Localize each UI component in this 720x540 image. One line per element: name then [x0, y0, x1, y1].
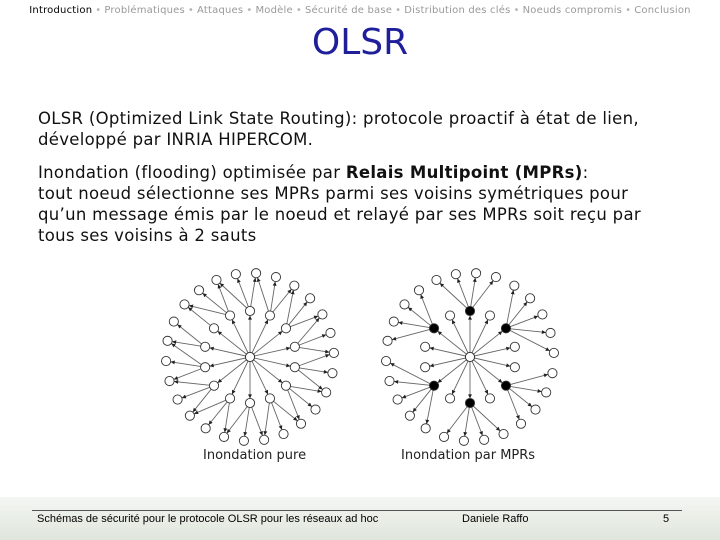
arrow-head — [172, 340, 176, 344]
neighbor-node — [510, 363, 519, 372]
two-hop-node — [480, 435, 489, 444]
neighbor-node — [201, 363, 210, 372]
two-hop-node — [549, 348, 558, 357]
text-suffix: : — [582, 163, 589, 182]
mpr-flooding-caption: Inondation par MPRs — [401, 448, 536, 463]
page-number: 5 — [663, 513, 670, 525]
neighbor-node — [421, 342, 430, 351]
nodes — [381, 269, 558, 446]
two-hop-node — [383, 336, 392, 345]
two-hop-node — [385, 376, 394, 385]
neighbor-node — [510, 342, 519, 351]
two-hop-node — [318, 310, 327, 319]
arrow-head — [430, 347, 434, 351]
two-hop-node — [161, 356, 170, 365]
source-node — [245, 352, 254, 361]
arrow-head — [425, 419, 429, 423]
two-hop-node — [165, 376, 174, 385]
two-hop-node — [328, 369, 337, 378]
mpr-node — [501, 324, 510, 333]
arrow-head — [291, 290, 295, 294]
two-hop-node — [296, 419, 305, 428]
footer-divider — [32, 510, 682, 511]
arrow-head — [506, 347, 510, 351]
neighbor-node — [281, 381, 290, 390]
mpr-description — [38, 162, 688, 246]
two-hop-node — [260, 435, 269, 444]
description-line: tout noeud sélectionne ses MPRs parmi ses voisins symétriques pour — [38, 184, 629, 203]
mpr-flooding-diagram — [375, 262, 565, 452]
description-line: tous ses voisins à 2 sauts — [38, 226, 257, 245]
two-hop-node — [169, 317, 178, 326]
two-hop-node — [180, 300, 189, 309]
arrow-head — [325, 350, 329, 354]
mpr-node — [429, 324, 438, 333]
footer-title: Schémas de sécurité pour le protocole OLSR pour les réseaux ad hoc — [37, 513, 379, 525]
arrow-head — [210, 363, 214, 367]
nav-item-noeuds-compromis[interactable]: Noeuds compromis — [522, 5, 623, 16]
arrow-head — [463, 432, 467, 436]
arrow-head — [537, 389, 541, 393]
neighbor-node — [421, 363, 430, 372]
two-hop-node — [499, 429, 508, 438]
arrow-head — [273, 282, 277, 286]
arrow-head — [317, 389, 321, 393]
nav-item-securite-de-base[interactable]: Sécurité de base — [304, 5, 393, 16]
footer-author: Daniele Raffo — [462, 513, 529, 525]
neighbor-node — [445, 311, 454, 320]
mpr-node — [501, 381, 510, 390]
arrow-head — [511, 290, 515, 294]
mpr-node — [465, 306, 474, 315]
two-hop-node — [439, 432, 448, 441]
two-hop-node — [185, 411, 194, 420]
two-hop-node — [421, 424, 430, 433]
nav-separator: • — [246, 5, 253, 16]
two-hop-node — [322, 388, 331, 397]
arrow-head — [257, 278, 261, 282]
two-hop-node — [459, 436, 468, 445]
neighbor-node — [209, 324, 218, 333]
two-hop-node — [531, 405, 540, 414]
two-hop-node — [311, 405, 320, 414]
two-hop-node — [538, 310, 547, 319]
two-hop-node — [231, 270, 240, 279]
two-hop-node — [510, 281, 519, 290]
nav-item-distribution-des-cles[interactable]: Distribution des clés — [404, 5, 511, 16]
text-prefix: Inondation (flooding) optimisée par — [38, 163, 346, 182]
two-hop-node — [201, 424, 210, 433]
two-hop-node — [194, 286, 203, 295]
neighbor-node — [281, 324, 290, 333]
olsr-description — [38, 108, 688, 150]
neighbor-node — [209, 381, 218, 390]
two-hop-node — [306, 294, 315, 303]
two-hop-node — [393, 395, 402, 404]
two-hop-node — [471, 269, 480, 278]
two-hop-node — [546, 328, 555, 337]
mpr-node — [429, 381, 438, 390]
arrow-head — [286, 363, 290, 367]
two-hop-node — [279, 429, 288, 438]
mpr-term: Relais Multipoint (MPRs) — [345, 163, 583, 182]
two-hop-node — [381, 356, 390, 365]
two-hop-node — [326, 328, 335, 337]
arrow-head — [468, 394, 472, 398]
nav-separator: • — [395, 5, 402, 16]
neighbor-node — [225, 311, 234, 320]
two-hop-node — [271, 273, 280, 282]
arrow-head — [223, 428, 227, 432]
pure-flooding-caption: Inondation pure — [203, 448, 307, 463]
two-hop-node — [414, 286, 423, 295]
neighbor-node — [245, 306, 254, 315]
nav-item-attaques[interactable]: Attaques — [197, 5, 244, 16]
two-hop-node — [239, 436, 248, 445]
arrow-head — [468, 316, 472, 320]
arrow-head — [248, 394, 252, 398]
two-hop-node — [451, 270, 460, 279]
two-hop-node — [548, 369, 557, 378]
nav-separator: • — [513, 5, 520, 16]
description-line: qu’un message émis par le noeud et relayé par ses MPRs soit reçu par — [38, 205, 641, 224]
neighbor-node — [290, 342, 299, 351]
neighbor-node — [225, 394, 234, 403]
two-hop-node — [173, 395, 182, 404]
two-hop-node — [526, 294, 535, 303]
nav-separator: • — [187, 5, 195, 16]
nav-item-conclusion[interactable]: Conclusion — [634, 5, 691, 16]
two-hop-node — [432, 275, 441, 284]
arrow-head — [248, 316, 252, 320]
nav-item-introduction[interactable]: Introduction — [29, 5, 93, 16]
description-line: développé par INRIA HIPERCOM. — [38, 130, 314, 149]
nav-separator: • — [95, 5, 102, 16]
description-line — [38, 162, 688, 183]
nav-item-modele[interactable]: Modèle — [255, 5, 293, 16]
slide-title: OLSR — [311, 22, 409, 63]
section-navigation — [0, 5, 720, 16]
arrow-head — [171, 360, 175, 364]
arrow-head — [263, 431, 267, 435]
neighbor-node — [245, 398, 254, 407]
neighbor-node — [445, 394, 454, 403]
two-hop-node — [290, 281, 299, 290]
neighbor-node — [201, 342, 210, 351]
neighbor-node — [485, 394, 494, 403]
two-hop-node — [329, 348, 338, 357]
two-hop-node — [400, 300, 409, 309]
arrow-head — [243, 432, 247, 436]
two-hop-node — [389, 317, 398, 326]
two-hop-node — [516, 419, 525, 428]
mpr-node — [465, 398, 474, 407]
nav-separator: • — [295, 5, 302, 16]
source-node — [465, 352, 474, 361]
two-hop-node — [405, 411, 414, 420]
arrow-head — [286, 347, 290, 351]
arrow-head — [324, 370, 328, 374]
nodes — [161, 269, 338, 446]
arrow-head — [398, 321, 402, 325]
arrow-head — [253, 278, 257, 282]
neighbor-node — [290, 363, 299, 372]
arrow-head — [506, 363, 510, 367]
arrow-head — [171, 344, 175, 348]
arrow-head — [430, 363, 434, 367]
neighbor-node — [265, 311, 274, 320]
two-hop-node — [163, 336, 172, 345]
arrow-head — [473, 278, 477, 282]
description-line: OLSR (Optimized Link State Routing): protocole proactif à état de lien, — [38, 109, 639, 128]
neighbor-node — [485, 311, 494, 320]
two-hop-node — [542, 388, 551, 397]
neighbor-node — [265, 394, 274, 403]
two-hop-node — [212, 275, 221, 284]
two-hop-node — [491, 273, 500, 282]
two-hop-node — [219, 432, 228, 441]
pure-flooding-diagram — [155, 262, 345, 452]
two-hop-node — [251, 269, 260, 278]
arrow-head — [210, 347, 214, 351]
nav-item-problematiques[interactable]: Problématiques — [104, 5, 185, 16]
nav-separator: • — [625, 5, 632, 16]
